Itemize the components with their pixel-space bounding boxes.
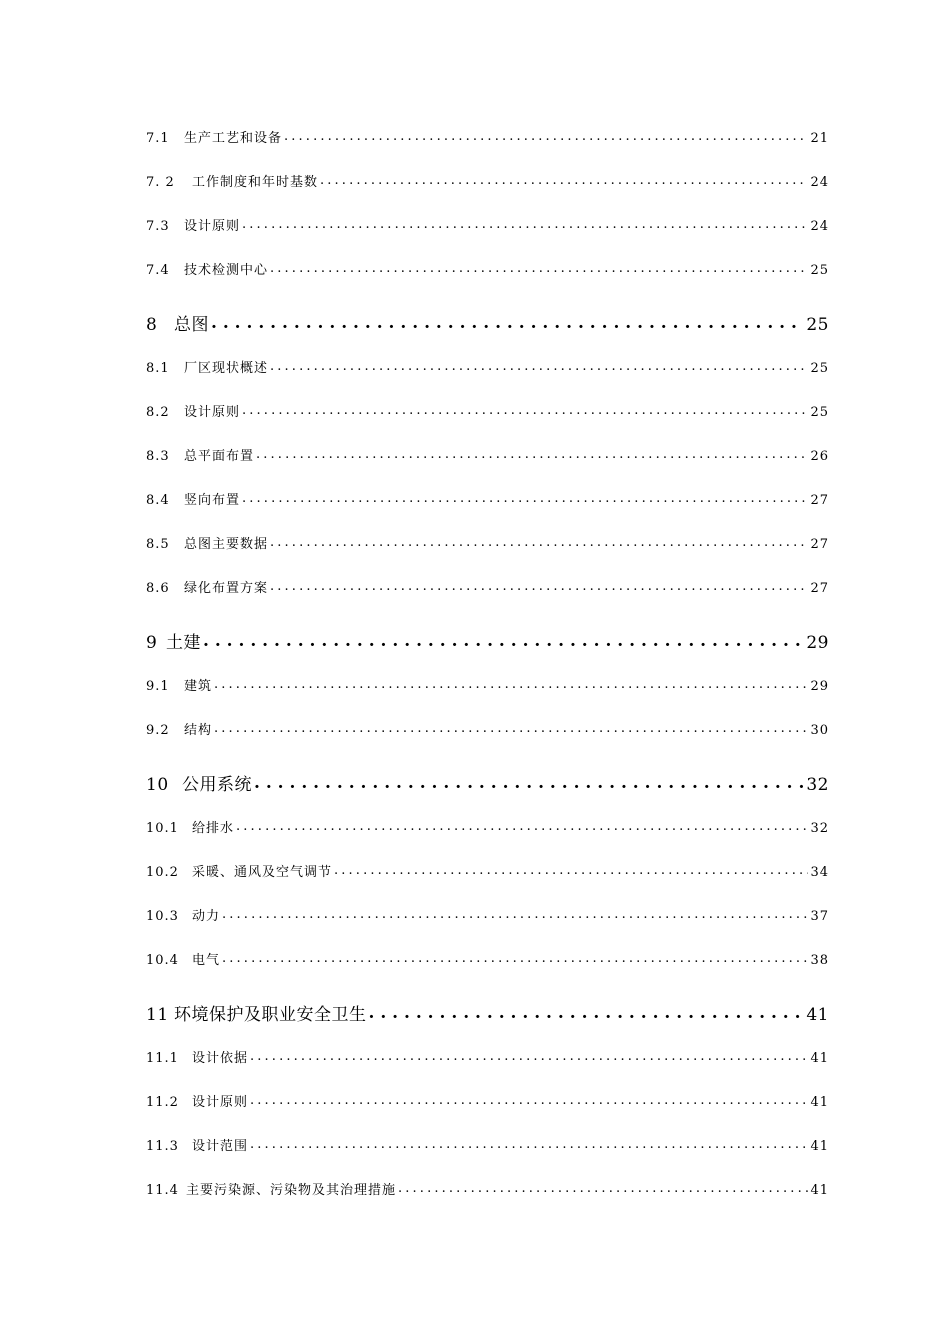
- toc-title: 建筑: [184, 679, 213, 694]
- toc-title: 设计依据: [192, 1051, 249, 1066]
- toc-entry[interactable]: [146, 949, 829, 968]
- toc-title: 设计原则: [184, 219, 241, 234]
- toc-entry[interactable]: [146, 1135, 829, 1154]
- dot-leader: [398, 1181, 808, 1194]
- toc-entry[interactable]: [146, 215, 829, 234]
- toc-title: 总平面布置: [184, 449, 255, 464]
- toc-title: 结构: [184, 723, 213, 738]
- toc-page-number: 41: [810, 1095, 829, 1110]
- toc-number: 10.3: [146, 909, 179, 924]
- dot-leader: [250, 1049, 808, 1062]
- toc-title: 设计范围: [192, 1139, 249, 1154]
- toc-title: 设计原则: [192, 1095, 249, 1110]
- toc-page-number: 41: [806, 1005, 829, 1025]
- toc-number: 10.2: [146, 865, 179, 880]
- toc-entry[interactable]: [146, 1047, 829, 1066]
- toc-page-number: 41: [810, 1139, 829, 1154]
- toc-page-number: 27: [810, 493, 829, 508]
- toc-number: 10.1: [146, 821, 179, 836]
- dot-leader: [320, 173, 808, 186]
- toc-entry[interactable]: [146, 171, 829, 190]
- toc-entry[interactable]: [146, 445, 829, 464]
- toc-page-number: 27: [810, 581, 829, 596]
- toc-page-number: 29: [810, 679, 829, 694]
- toc-chapter[interactable]: [146, 628, 829, 653]
- toc-title: 绿化布置方案: [184, 581, 269, 596]
- toc-page-number: 25: [810, 405, 829, 420]
- toc-number: 11.3: [146, 1139, 179, 1154]
- toc-number: 11.2: [146, 1095, 179, 1110]
- dot-leader: [242, 491, 808, 504]
- toc-entry[interactable]: [146, 905, 829, 924]
- dot-leader: [203, 631, 804, 648]
- toc-entry[interactable]: [146, 1179, 829, 1198]
- toc-page-number: 34: [810, 865, 829, 880]
- toc-page-number: 41: [810, 1183, 829, 1198]
- toc-page-number: 41: [810, 1051, 829, 1066]
- toc-title: 厂区现状概述: [184, 361, 269, 376]
- toc-page-number: 24: [810, 175, 829, 190]
- toc-page-number: 27: [810, 537, 829, 552]
- dot-leader: [214, 721, 808, 734]
- toc-number: 8.6: [146, 581, 170, 596]
- toc-entry[interactable]: [146, 259, 829, 278]
- toc-entry[interactable]: [146, 1091, 829, 1110]
- dot-leader: [222, 907, 808, 920]
- toc-title: 电气: [192, 953, 221, 968]
- toc-number: 8.2: [146, 405, 170, 420]
- toc-chapter[interactable]: [146, 770, 829, 795]
- toc-title: 土建: [166, 633, 201, 653]
- dot-leader: [334, 863, 808, 876]
- toc-title: 工作制度和年时基数: [192, 175, 319, 190]
- dot-leader: [256, 447, 808, 460]
- toc-number: 8.5: [146, 537, 170, 552]
- toc-entry[interactable]: [146, 489, 829, 508]
- toc-page-number: 25: [810, 263, 829, 278]
- dot-leader: [211, 313, 804, 330]
- toc-number: 8: [146, 315, 158, 335]
- toc-title: 竖向布置: [184, 493, 241, 508]
- toc-number: 10.4: [146, 953, 179, 968]
- toc-number: 9.1: [146, 679, 170, 694]
- toc-number: 11.1: [146, 1051, 179, 1066]
- toc-number: 7.1: [146, 131, 170, 146]
- toc-page-number: 30: [810, 723, 829, 738]
- toc-page-number: 38: [810, 953, 829, 968]
- toc-title: 总图: [174, 315, 209, 335]
- toc-title: 生产工艺和设备: [184, 131, 283, 146]
- toc-entry[interactable]: [146, 861, 829, 880]
- toc-entry[interactable]: [146, 817, 829, 836]
- toc-entry[interactable]: [146, 577, 829, 596]
- dot-leader: [242, 217, 808, 230]
- toc-number: 10: [146, 775, 169, 795]
- toc-number: 9.2: [146, 723, 170, 738]
- toc-title: 采暖、通风及空气调节: [192, 865, 333, 880]
- dot-leader: [214, 677, 808, 690]
- toc-title: 给排水: [192, 821, 235, 836]
- toc-number: 8.3: [146, 449, 170, 464]
- toc-entry[interactable]: [146, 357, 829, 376]
- toc-number: 8.4: [146, 493, 170, 508]
- dot-leader: [270, 359, 808, 372]
- dot-leader: [270, 261, 808, 274]
- toc-entry[interactable]: [146, 675, 829, 694]
- toc-title: 设计原则: [184, 405, 241, 420]
- toc-number: 7.3: [146, 219, 170, 234]
- toc-title: 技术检测中心: [184, 263, 269, 278]
- toc-page-number: 26: [810, 449, 829, 464]
- toc-page-number: 29: [806, 633, 829, 653]
- toc-title: 环境保护及职业安全卫生: [174, 1005, 367, 1025]
- toc-page-number: 24: [810, 219, 829, 234]
- toc-chapter[interactable]: [146, 1000, 829, 1025]
- toc-page-number: 25: [806, 315, 829, 335]
- dot-leader: [369, 1003, 805, 1020]
- toc-number: 11.4: [146, 1183, 179, 1198]
- dot-leader: [250, 1093, 808, 1106]
- toc-page-number: 21: [810, 131, 829, 146]
- toc-number: 7.4: [146, 263, 170, 278]
- dot-leader: [236, 819, 808, 832]
- toc-title: 公用系统: [182, 775, 252, 795]
- toc-title: 主要污染源、污染物及其治理措施: [186, 1183, 397, 1198]
- toc-page-number: 32: [810, 821, 829, 836]
- dot-leader: [254, 773, 804, 790]
- toc-entry[interactable]: [146, 719, 829, 738]
- toc-page-number: 25: [810, 361, 829, 376]
- toc-number: 11: [146, 1005, 169, 1025]
- dot-leader: [270, 579, 808, 592]
- toc-number: 9: [146, 633, 158, 653]
- dot-leader: [242, 403, 808, 416]
- dot-leader: [270, 535, 808, 548]
- toc-number: 7. 2: [146, 175, 175, 190]
- toc-number: 8.1: [146, 361, 170, 376]
- toc-title: 总图主要数据: [184, 537, 269, 552]
- toc-chapter[interactable]: [146, 310, 829, 335]
- toc-entry[interactable]: [146, 401, 829, 420]
- dot-leader: [222, 951, 808, 964]
- toc-page-number: 37: [810, 909, 829, 924]
- toc-title: 动力: [192, 909, 221, 924]
- toc-page-number: 32: [806, 775, 829, 795]
- dot-leader: [250, 1137, 808, 1150]
- dot-leader: [284, 129, 808, 142]
- toc-entry[interactable]: [146, 127, 829, 146]
- toc-entry[interactable]: [146, 533, 829, 552]
